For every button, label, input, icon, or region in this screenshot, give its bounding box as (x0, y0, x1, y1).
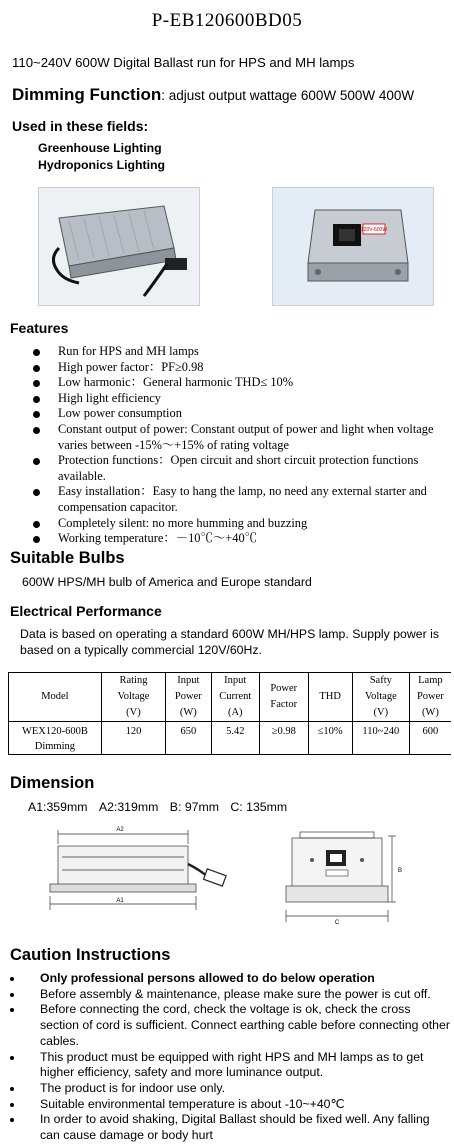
caution-item: Before connecting the cord, check the voltage is ok, check the cross section of cord is sufficient. Connect earthing cable before connecting other cables. (0, 1002, 450, 1049)
bulbs-heading: Suitable Bulbs (10, 549, 125, 567)
caution-item: The product is for indoor use only. (0, 1081, 450, 1097)
cell-thd: ≤10% (308, 722, 352, 755)
caution-item: In order to avoid shaking, Digital Ballast should be fixed well. Any falling can cause damage or body hurt (0, 1112, 450, 1143)
bulbs-text: 600W HPS/MH bulb of America and Europe standard (22, 575, 312, 589)
feature-item: Protection functions：Open circuit and short circuit protection functions available. (10, 453, 454, 484)
features-heading: Features (10, 320, 69, 336)
dimming-function (12, 85, 414, 105)
caution-heading: Caution Instructions (10, 946, 171, 964)
dim-c: C: 135mm (230, 800, 288, 814)
feature-item: Completely silent: no more humming and buzzing (10, 516, 454, 532)
side-view-drawing (40, 822, 240, 914)
electrical-table (8, 672, 451, 755)
cell-input-current: 5.42 (211, 722, 260, 755)
label-b: B (398, 868, 402, 874)
col-safety-voltage: Safty Voltage (V) (352, 673, 409, 722)
label-a1: A1 (116, 898, 124, 904)
feature-item: Easy installation：Easy to hang the lamp, no need any external starter and compensation capacitor. (10, 484, 454, 515)
col-model: Model (9, 673, 101, 722)
feature-item: Working temperature：－10℃～+40℃ (10, 531, 454, 547)
col-thd: THD (308, 673, 352, 722)
table-row (9, 722, 451, 755)
feature-item: Low harmonic：General harmonic THD≤ 10% (10, 375, 454, 391)
caution-item: Suitable environmental temperature is about -10~+40℃ (0, 1097, 450, 1113)
dim-a2: A2:319mm (98, 800, 159, 814)
caution-list (0, 971, 450, 1144)
feature-item: Run for HPS and MH lamps (10, 344, 454, 360)
ballast-photo-left (38, 187, 200, 306)
col-lamp-power: Lamp Power (W) (409, 673, 451, 722)
feature-item: Low power consumption (10, 406, 454, 422)
cell-rating-voltage: 120 (101, 722, 165, 755)
dim-b: B: 97mm (169, 800, 219, 814)
dim-a1: A1:359mm (28, 800, 88, 814)
electrical-heading: Electrical Performance (10, 603, 162, 619)
ballast-front-image (273, 188, 433, 305)
caution-item: Only professional persons allowed to do below operation (0, 971, 450, 987)
used-fields-heading: Used in these fields: (12, 118, 149, 134)
feature-item: High power factor：PF≥0.98 (10, 360, 454, 376)
dimming-label: Dimming Function (12, 85, 162, 104)
caution-item: This product must be equipped with right HPS and MH lamps as to get higher efficiency, safety and more luminance output. (0, 1050, 450, 1081)
front-view-drawing (282, 826, 402, 926)
col-rating-voltage: Rating Voltage (V) (101, 673, 165, 722)
cell-input-power: 650 (166, 722, 211, 755)
cell-power-factor: ≥0.98 (260, 722, 309, 755)
features-list (10, 344, 454, 547)
feature-item: High light efficiency (10, 391, 454, 407)
dimension-values (28, 800, 287, 814)
dimming-text: : adjust output wattage 600W 500W 400W (161, 88, 415, 103)
label-c: C (334, 920, 340, 926)
col-input-current: Input Current (A) (211, 673, 260, 722)
cell-model: WEX120-600B Dimming (21, 726, 88, 752)
feature-item: Constant output of power: Constant output of power and light when voltage varies between -15%～+15% of rating voltage (10, 422, 454, 453)
col-power-factor: Power Factor (260, 673, 309, 722)
col-input-power: Input Power (W) (166, 673, 211, 722)
electrical-note: Data is based on operating a standard 600W MH/HPS lamp. Supply power is based on a typically commercial 120V/60Hz. (20, 627, 439, 657)
rating-label: 120V-600W (360, 227, 388, 233)
ballast-photo-right (272, 187, 434, 306)
table-header-row (9, 673, 451, 722)
field-greenhouse: Greenhouse Lighting (38, 141, 162, 155)
used-fields-list (38, 140, 165, 174)
page-title: P-EB120600BD05 (151, 10, 303, 31)
product-subtitle: 110~240V 600W Digital Ballast run for HPS and MH lamps (12, 55, 355, 70)
cell-safety-voltage: 110~240 (352, 722, 409, 755)
label-a2: A2 (116, 827, 124, 833)
dimension-heading: Dimension (10, 774, 95, 792)
cell-lamp-power: 600 (409, 722, 451, 755)
caution-item: Before assembly & maintenance, please make sure the power is cut off. (0, 987, 450, 1003)
field-hydroponics: Hydroponics Lighting (38, 158, 166, 172)
ballast-side-image (39, 188, 199, 305)
